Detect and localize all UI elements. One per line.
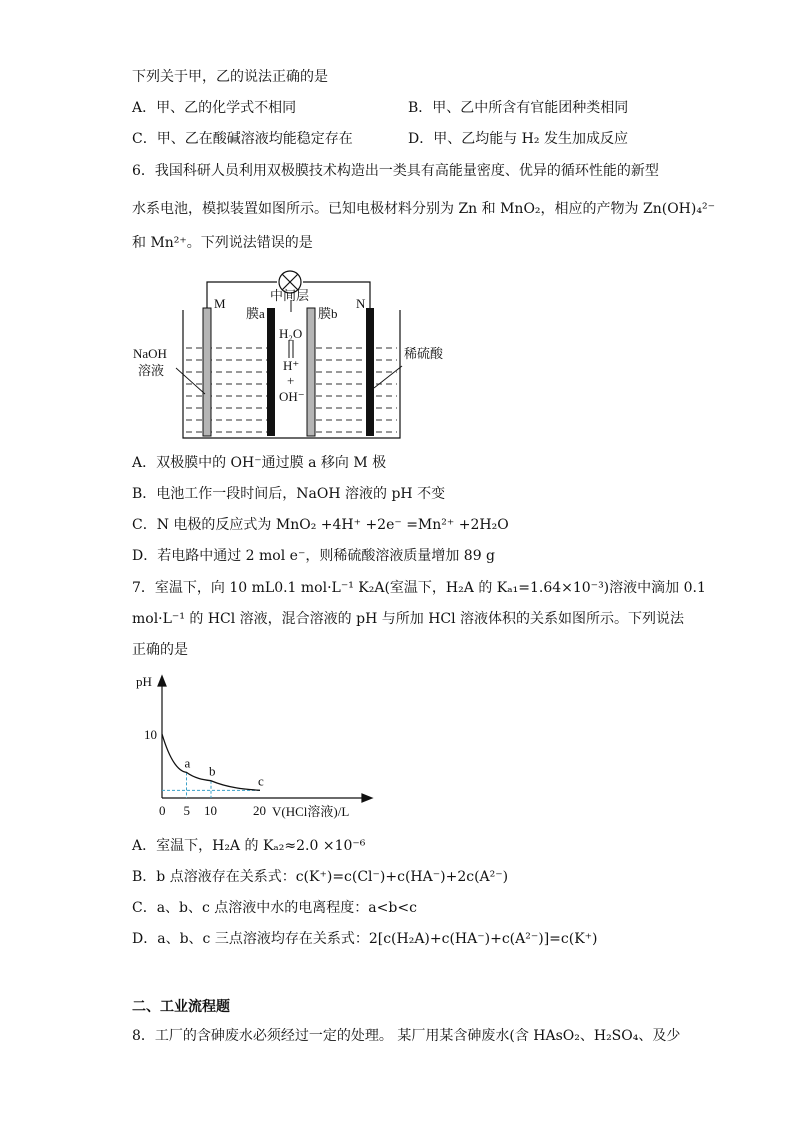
label-m: M <box>214 296 226 311</box>
q5-option-c: C．甲、乙在酸碱溶液均能稳定存在 <box>132 131 353 147</box>
q8-stem: 8．工厂的含砷废水必须经过一定的处理。 某厂用某含砷废水(含 HAsO₂、H₂SO₄、及少 <box>132 1028 681 1044</box>
q6-option-b: B．电池工作一段时间后，NaOH 溶液的 pH 不变 <box>132 486 446 502</box>
q7-option-d: D．a、b、c 三点溶液均存在关系式：2[c(H₂A)+c(HA⁻)+c(A²⁻)]=c(K⁺) <box>132 931 598 947</box>
label-plus: + <box>287 373 295 388</box>
ph-titration-chart <box>130 668 380 823</box>
q6-stem-line1: 6．我国科研人员利用双极膜技术构造出一类具有高能量密度、优异的循环性能的新型 <box>132 163 659 179</box>
x-axis-label: V(HCl溶液)/L <box>272 804 350 819</box>
battery-cell-diagram <box>130 260 460 445</box>
q6-option-a: A．双极膜中的 OH⁻通过膜 a 移向 M 极 <box>132 455 387 471</box>
q7-option-b: B．b 点溶液存在关系式：c(K⁺)=c(Cl⁻)+c(HA⁻)+2c(A²⁻) <box>132 869 509 885</box>
q6-stem-line3: 和 Mn²⁺。下列说法错误的是 <box>132 235 313 251</box>
point-label-c: c <box>258 773 264 789</box>
label-middle-layer: 中间层 <box>270 288 310 303</box>
x-tick-label: 0 <box>159 803 166 818</box>
label-h-ion: H⁺ <box>283 358 300 373</box>
label-h2o: H₂O <box>279 326 303 341</box>
q7-option-a: A．室温下，H₂A 的 Kₐ₂≈2.0 ×10⁻⁶ <box>132 838 366 854</box>
y-tick-label: 10 <box>144 727 157 742</box>
label-dilute-sulfuric-acid: 稀硫酸 <box>404 346 444 361</box>
label-oh-ion: OH⁻ <box>279 389 305 404</box>
q5-stem: 下列关于甲，乙的说法正确的是 <box>132 69 328 85</box>
q5-option-b: B．甲、乙中所含有官能团种类相同 <box>408 100 629 116</box>
label-membrane-a: 膜a <box>246 306 265 321</box>
label-n: N <box>356 296 366 311</box>
q5-option-a: A．甲、乙的化学式不相同 <box>132 100 297 116</box>
x-tick-label: 20 <box>253 803 266 818</box>
section-title: 二、工业流程题 <box>132 999 230 1015</box>
y-axis-label: pH <box>136 674 152 689</box>
q7-stem-line2: mol·L⁻¹ 的 HCl 溶液，混合溶液的 pH 与所加 HCl 溶液体积的关系如图所示。下列说法 <box>132 611 685 627</box>
label-membrane-b: 膜b <box>318 306 338 321</box>
q5-option-d: D．甲、乙均能与 H₂ 发生加成反应 <box>408 131 628 147</box>
chart-axes <box>158 676 372 802</box>
electrode-n <box>366 308 374 436</box>
q6-option-c: C．N 电极的反应式为 MnO₂ +4H⁺ +2e⁻ =Mn²⁺ +2H₂O <box>132 517 509 533</box>
q7-stem-line1: 7．室温下，向 10 mL0.1 mol·L⁻¹ K₂A(室温下，H₂A 的 Kₐ₁=1.64×10⁻³)溶液中滴加 0.1 <box>132 580 706 596</box>
point-label-b: b <box>209 763 216 779</box>
q7-stem-line3: 正确的是 <box>132 642 188 658</box>
q6-option-d: D．若电路中通过 2 mol e⁻，则稀硫酸溶液质量增加 89 g <box>132 548 496 564</box>
electrode-m <box>203 308 211 436</box>
label-naoh: NaOH <box>133 346 167 361</box>
label-naoh-solution: 溶液 <box>138 363 165 378</box>
point-label-a: a <box>184 755 191 771</box>
q7-option-c: C．a、b、c 点溶液中水的电离程度：a<b<c <box>132 900 417 916</box>
x-tick-label: 10 <box>204 803 217 818</box>
membrane-b <box>307 308 315 436</box>
membrane-a <box>267 308 275 436</box>
x-tick-label: 5 <box>183 803 190 818</box>
q6-stem-line2: 水系电池，模拟装置如图所示。已知电极材料分别为 Zn 和 MnO₂，相应的产物为 Zn(OH)₄²⁻ <box>132 201 715 217</box>
